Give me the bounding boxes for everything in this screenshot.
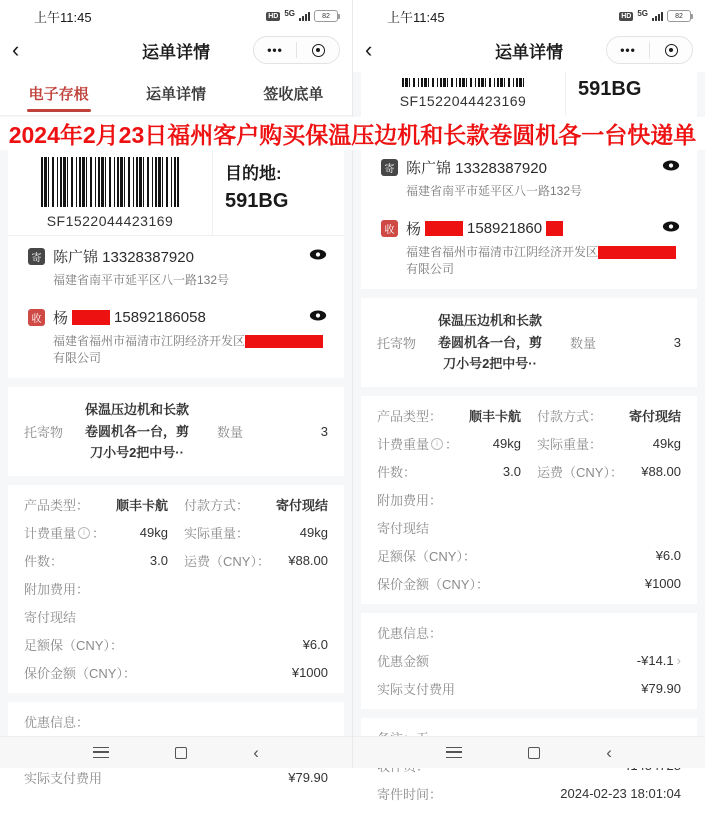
signal-bars-icon [299,12,310,21]
eye-icon[interactable] [661,220,681,233]
android-nav-bar [0,736,352,768]
pay-method-value: 寄付现结 [628,409,681,425]
tab-bar [0,72,352,116]
product-type-value: 顺丰卡航 [468,409,521,425]
network-5g-label: 5G [284,8,295,18]
back-icon[interactable]: ‹ [12,37,20,62]
waybill-number: SF1522044423169 [399,93,527,109]
back-triangle-icon[interactable]: ‹ [253,743,259,762]
receiver-badge: 收 [381,220,398,237]
menu-icon[interactable] [93,747,109,758]
eye-icon[interactable] [308,248,328,261]
close-target-icon[interactable] [650,44,692,57]
android-nav-bar [353,736,705,768]
pay-method-label: 付款方式： [537,409,603,425]
receiver-row [8,297,344,379]
barcode-image [41,157,179,207]
home-square-icon[interactable] [175,747,187,759]
nav-bar [0,28,352,72]
surcharge-value: 寄付现结 [377,521,430,537]
battery-icon [314,10,338,22]
waybill-card [361,72,697,289]
redaction-block [546,221,563,236]
tab-waybill-detail[interactable]: 运单详情 [145,86,206,103]
discount-amount-value: -¥14.1 › [636,653,681,669]
nav-bar [353,28,705,72]
status-icons [266,10,338,22]
quantity-value: 3 [320,424,328,440]
hd-icon: HD [268,12,279,20]
consignment-value: 保温压边机和长款 卷圆机各一台，剪 刀小号2把中号·· [85,402,190,461]
receiver-address-suffix: 有限公司 [53,350,102,365]
info-icon[interactable]: i [431,438,443,450]
surcharge-value: 寄付现结 [24,610,77,626]
redaction-block [425,221,463,236]
receiver-phone: 158921860 [467,219,543,237]
back-icon[interactable]: ‹ [365,37,373,62]
more-icon[interactable]: ••• [267,43,283,57]
sender-badge: 寄 [381,159,398,176]
receiver-address-prefix: 福建省福州市福清市江阴经济开发区 [53,333,246,348]
paid-label: 实际支付费用 [24,771,103,787]
insured-amount-value: ¥1000 [291,665,328,681]
status-time: 上午11:45 [34,9,92,25]
send-time-value: 2024-02-23 18:01:04 [560,786,681,802]
consignment-label: 托寄物 [24,425,64,441]
battery-percent: 82 [675,12,683,20]
sender-row [8,236,344,297]
paid-value: ¥79.90 [288,770,328,786]
hd-icon: HD [621,12,632,20]
annotation-text: 2024年2月23日福州客户购买保温压边机和长款卷圆机各一台快递单 [8,122,697,148]
sender-address: 福建省南平市延平区八一路132号 [53,273,230,287]
battery-icon [667,10,691,22]
phone-left [0,0,352,787]
more-icon[interactable]: ••• [620,43,636,57]
actual-weight-label: 实际重量： [184,526,250,542]
info-icon[interactable]: i [78,527,90,539]
freight-label: 运费（CNY）： [184,554,270,570]
menu-icon[interactable] [446,747,462,758]
fee-detail-card [8,485,344,693]
billed-weight-value: 49kg [139,525,168,541]
insured-amount-label: 保价金额（CNY）： [377,577,489,593]
sender-name-phone: 陈广锦 13328387920 [406,160,547,177]
pieces-label: 件数： [24,554,64,570]
back-triangle-icon[interactable]: ‹ [606,743,612,762]
pieces-value: 3.0 [149,553,168,569]
insured-amount-value: ¥1000 [644,576,681,592]
waybill-number: SF1522044423169 [46,213,174,229]
miniprogram-capsule [253,36,340,64]
insured-amount-label: 保价金额（CNY）： [24,666,136,682]
product-type-label: 产品类型： [377,409,443,425]
network-5g-label: 5G [637,8,648,18]
waybill-card [8,149,344,378]
chevron-right-icon: › [676,653,681,669]
receiver-address-prefix: 福建省福州市福清市江阴经济开发区 [406,244,599,259]
billed-weight-label: 计费重量 i ： [377,437,459,453]
consignment-card [361,298,697,386]
discount-card [361,613,697,709]
send-time-label: 寄件时间： [377,787,443,803]
status-bar [0,0,352,28]
product-type-value: 顺丰卡航 [115,498,168,514]
fee-detail-card [361,396,697,604]
sender-row [361,147,697,208]
receiver-row [361,208,697,290]
status-icons [619,10,691,22]
receiver-address-suffix: 有限公司 [406,261,455,276]
battery-percent: 82 [322,12,330,20]
pay-method-value: 寄付现结 [275,498,328,514]
freight-value: ¥88.00 [288,553,328,569]
actual-weight-label: 实际重量： [537,437,603,453]
insurance-fee-value: ¥6.0 [302,637,328,653]
redaction-block [598,246,676,259]
consignment-label: 托寄物 [377,336,417,352]
insurance-fee-label: 足额保（CNY）： [24,638,123,654]
quantity-label: 数量 [217,425,244,441]
quantity-label: 数量 [570,336,597,352]
receiver-phone: 15892186058 [114,308,206,326]
home-square-icon[interactable] [528,747,540,759]
page-title: 运单详情 [142,42,210,62]
phone-right [352,0,705,803]
tab-electronic-stub[interactable]: 电子存根 [0,72,117,115]
sender-name-phone: 陈广锦 13328387920 [53,249,194,266]
discount-amount-row[interactable] [377,647,681,675]
miniprogram-capsule [606,36,693,64]
status-bar [353,0,705,28]
discount-section-label: 优惠信息： [24,715,90,731]
eye-icon[interactable] [308,309,328,322]
signal-bars-icon [652,12,663,21]
freight-value: ¥88.00 [641,464,681,480]
consignment-card [8,387,344,475]
quantity-value: 3 [673,335,681,351]
barcode-section [8,149,344,235]
insurance-fee-value: ¥6.0 [655,548,681,564]
close-target-icon[interactable] [297,44,339,57]
page-title: 运单详情 [495,42,563,62]
billed-weight-value: 49kg [492,436,521,452]
pieces-value: 3.0 [502,464,521,480]
insurance-fee-label: 足额保（CNY）： [377,549,476,565]
receiver-badge: 收 [28,309,45,326]
receiver-name: 杨 [406,220,422,238]
destination-label: 目的地: [225,164,282,183]
receiver-name: 杨 [53,309,69,327]
paid-label: 实际支付费用 [377,682,456,698]
annotation-band [0,117,705,150]
barcode-image [402,78,524,87]
discount-section-label: 优惠信息： [377,626,443,642]
discount-amount-label: 优惠金额 [377,654,430,670]
destination-code: 591BG [225,190,289,212]
status-time: 上午11:45 [387,9,445,25]
actual-weight-value: 49kg [652,436,681,452]
redaction-block [72,310,110,325]
billed-weight-label: 计费重量 i ： [24,526,106,542]
destination-code: 591BG [578,78,642,100]
surcharge-label: 附加费用： [377,493,443,509]
product-type-label: 产品类型： [24,498,90,514]
paid-value: ¥79.90 [641,681,681,697]
barcode-section [361,72,697,115]
actual-weight-value: 49kg [299,525,328,541]
redaction-block [245,335,323,348]
sender-address: 福建省南平市延平区八一路132号 [406,184,583,198]
pay-method-label: 付款方式： [184,498,250,514]
consignment-value: 保温压边机和长款 卷圆机各一台，剪 刀小号2把中号·· [438,313,543,372]
pieces-label: 件数： [377,465,417,481]
tab-signed-receipt[interactable]: 签收底单 [263,86,324,103]
eye-icon[interactable] [661,159,681,172]
surcharge-label: 附加费用： [24,582,90,598]
freight-label: 运费（CNY）： [537,465,623,481]
sender-badge: 寄 [28,248,45,265]
